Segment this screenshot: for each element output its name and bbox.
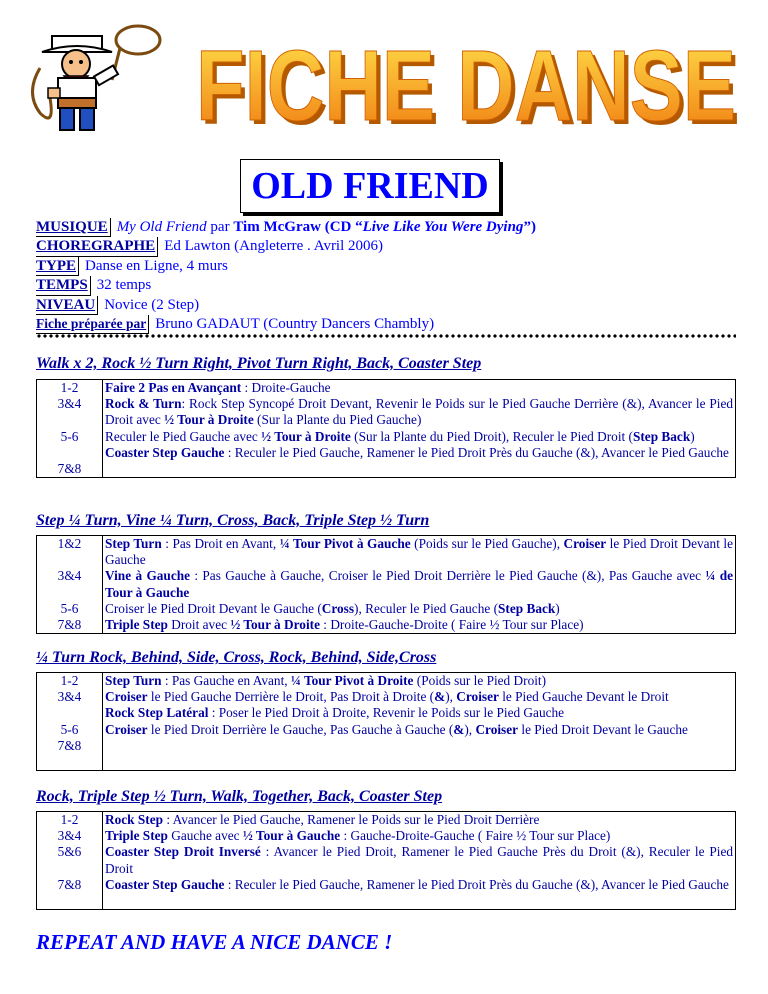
info-row-musique: [36, 218, 536, 237]
section-1-table: [36, 379, 736, 478]
musique-cd-open: (CD “: [320, 219, 363, 235]
table-row: [37, 673, 736, 771]
banner-text: FICHE DANSE: [196, 30, 736, 132]
musique-label: MUSIQUE: [36, 218, 111, 237]
section-2-table: [36, 535, 736, 634]
section-2-title: Step ¼ Turn, Vine ¼ Turn, Cross, Back, Triple Step ½ Turn: [36, 512, 430, 529]
section-1-title: Walk x 2, Rock ½ Turn Right, Pivot Turn Right, Back, Coaster Step: [36, 355, 482, 372]
dotted-separator: [36, 333, 736, 339]
musique-par: par: [206, 219, 234, 235]
step-description: Step Turn : Pas Droit en Avant, ¼ Tour Pivot à Gauche (Poids sur le Pied Gauche), Croiser le Pied Droit Devant le Gauche Vine à Gauche : Pas Gauche à Gauche, Croiser le Pied Droit Derrière le Pied Gauche (&), Pas Gauche avec ¼ de Tour à Gauche Croiser le Pied Droit Devant le Gauche (Cross), Reculer le Pied Gauche (Step Back) Triple Step Droit avec ½ Tour à Droite : Droite-Gauche-Droite ( Faire ½ Tour sur Place): [103, 536, 736, 634]
section-4-title: Rock, Triple Step ½ Turn, Walk, Together, Back, Coaster Step: [36, 788, 443, 805]
step-count: 1-2 3&4 5-6 7&8: [37, 380, 103, 478]
step-description: Faire 2 Pas en Avançant : Droite-Gauche Rock & Turn: Rock Step Syncopé Droit Devant, Revenir le Poids sur le Pied Gauche Derrière (&), Avancer le Pied Droit avec ½ Tour à Droite (Sur la Plante du Pied Gauche) Reculer le Pied Gauche avec ½ Tour à Droite (Sur la Plante du Pied Droit), Reculer le Pied Droit (Step Back) Coaster Step Gauche : Reculer le Pied Gauche, Ramener le Pied Droit Près du Gauche (&), Avancer le Pied Gauche: [103, 380, 736, 478]
banner-text-shadow: FICHE DANSE: [200, 34, 740, 132]
table-row: [37, 536, 736, 634]
section-3-title: ¼ Turn Rock, Behind, Side, Cross, Rock, Behind, Side,Cross: [36, 649, 437, 666]
info-row-temps: [36, 276, 536, 295]
cowboy-lasso-logo: [20, 18, 170, 133]
niveau-label: NIVEAU: [36, 296, 98, 315]
type-value: Danse en Ligne, 4 murs: [85, 257, 228, 274]
dance-title: OLD FRIEND: [251, 165, 489, 207]
choregraphe-value: Ed Lawton (Angleterre . Avril 2006): [164, 238, 384, 255]
section-4-table: [36, 811, 736, 910]
musique-album: Live Like You Were Dying: [362, 219, 524, 235]
step-count: 1&2 3&4 5-6 7&8: [37, 536, 103, 634]
table-row: [37, 812, 736, 910]
fiche-label: Fiche préparée par: [36, 315, 149, 334]
type-label: TYPE: [36, 257, 79, 276]
info-row-fiche: [36, 315, 536, 334]
info-row-choregraphe: [36, 237, 536, 256]
musique-cd-close: ”): [523, 219, 536, 235]
section-3-table: [36, 672, 736, 771]
repeat-message: REPEAT AND HAVE A NICE DANCE !: [36, 930, 393, 954]
dance-title-box: [240, 159, 500, 213]
info-block: [36, 218, 536, 334]
temps-value: 32 temps: [96, 277, 152, 294]
fiche-value: Bruno GADAUT (Country Dancers Chambly): [155, 316, 435, 333]
table-row: [37, 380, 736, 478]
step-count: 1-2 3&4 5-6 7&8: [37, 673, 103, 771]
temps-label: TEMPS: [36, 276, 91, 295]
step-description: Rock Step : Avancer le Pied Gauche, Ramener le Poids sur le Pied Droit Derrière Triple Step Gauche avec ½ Tour à Gauche : Gauche-Droite-Gauche ( Faire ½ Tour sur Place) Coaster Step Droit Inversé : Avancer le Pied Droit, Ramener le Pied Gauche Près du Droit (&), Reculer le Pied Droit Coaster Step Gauche : Reculer le Pied Gauche, Ramener le Pied Droit Près du Gauche (&), Avancer le Pied Gauche: [103, 812, 736, 910]
musique-song: My Old Friend: [116, 219, 207, 235]
fiche-danse-banner: [186, 20, 746, 132]
musique-artist: Tim McGraw: [233, 219, 321, 235]
info-row-type: [36, 257, 536, 276]
info-row-niveau: [36, 296, 536, 315]
step-count: 1-2 3&4 5&6 7&8: [37, 812, 103, 910]
niveau-value: Novice (2 Step): [104, 296, 200, 313]
choregraphe-label: CHOREGRAPHE: [36, 237, 158, 256]
step-description: Step Turn : Pas Gauche en Avant, ¼ Tour Pivot à Droite (Poids sur le Pied Droit) Croiser le Pied Gauche Derrière le Droit, Pas Droit à Droite (&), Croiser le Pied Gauche Devant le Droit Rock Step Latéral : Poser le Pied Droit à Droite, Revenir le Poids sur le Pied Gauche Croiser le Pied Droit Derrière le Gauche, Pas Gauche à Gauche (&), Croiser le Pied Droit Devant le Gauche: [103, 673, 736, 771]
